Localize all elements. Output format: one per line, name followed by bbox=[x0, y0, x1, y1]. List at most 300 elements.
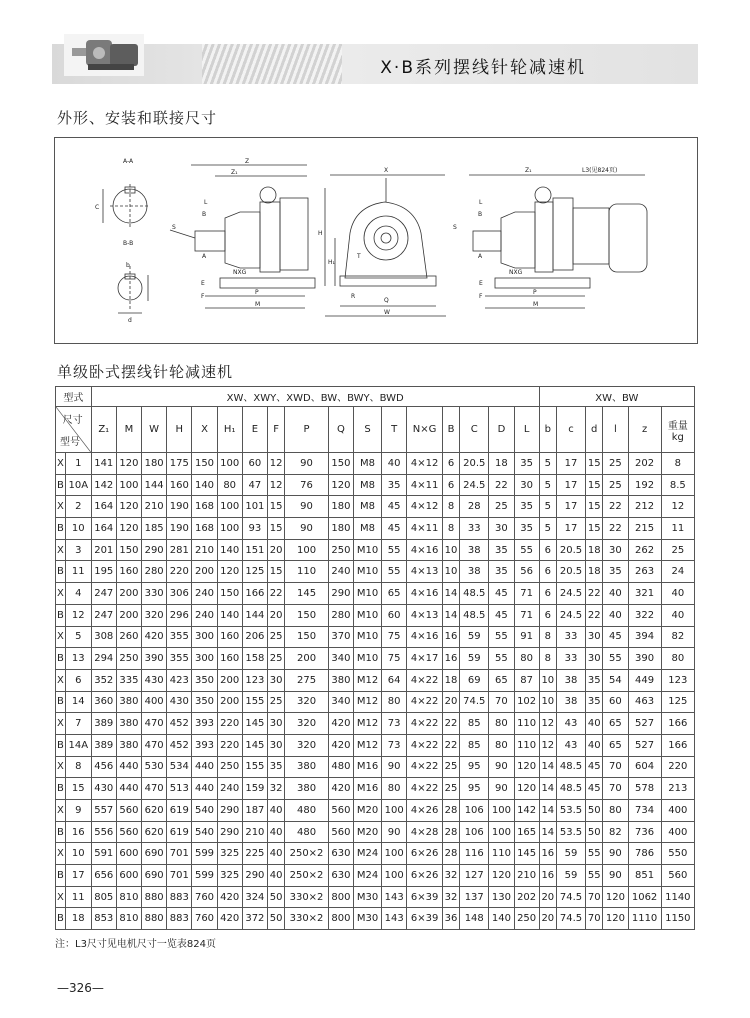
table-cell: 75 bbox=[382, 648, 407, 670]
table-row bbox=[56, 626, 695, 648]
table-cell: 180 bbox=[328, 496, 353, 518]
table-cell: 22 bbox=[603, 496, 628, 518]
label-e: E bbox=[201, 280, 205, 287]
table-cell: 40 bbox=[661, 604, 694, 626]
label-s-motor: S bbox=[453, 224, 457, 231]
label-x: X bbox=[384, 167, 389, 174]
label-bb: B-B bbox=[123, 240, 134, 247]
table-cell: 1150 bbox=[661, 908, 694, 930]
table-cell: 74.5 bbox=[460, 691, 489, 713]
table-cell: 190 bbox=[167, 518, 192, 540]
table-cell: 25 bbox=[603, 453, 628, 475]
table-cell: 4×11 bbox=[407, 474, 443, 496]
table-cell: 805 bbox=[91, 886, 116, 908]
table-cell: 53.5 bbox=[556, 800, 585, 822]
table-cell: 110 bbox=[514, 713, 539, 735]
table-cell: 294 bbox=[91, 648, 116, 670]
table-cell: 200 bbox=[217, 691, 242, 713]
table-cell: 20.5 bbox=[556, 539, 585, 561]
table-cell: 45 bbox=[586, 778, 603, 800]
table-cell: 560 bbox=[328, 800, 353, 822]
table-cell: 560 bbox=[661, 865, 694, 887]
header-model: 型号 bbox=[60, 437, 80, 448]
table-cell: 4×22 bbox=[407, 669, 443, 691]
table-cell: 192 bbox=[628, 474, 661, 496]
table-cell: 22 bbox=[586, 583, 603, 605]
table-cell: 25 bbox=[603, 474, 628, 496]
table-cell: 40 bbox=[267, 843, 284, 865]
table-cell: 591 bbox=[91, 843, 116, 865]
table-cell: 33 bbox=[556, 648, 585, 670]
table-cell: M24 bbox=[354, 843, 382, 865]
view3-labels bbox=[318, 167, 390, 316]
table-cell: 59 bbox=[556, 843, 585, 865]
table-cell: 10 bbox=[65, 843, 91, 865]
table-cell: 6×26 bbox=[407, 865, 443, 887]
table-cell: 22 bbox=[442, 713, 459, 735]
table-cell: 24.5 bbox=[556, 583, 585, 605]
table-cell: 853 bbox=[91, 908, 116, 930]
table-cell: 69 bbox=[460, 669, 489, 691]
table-cell: 560 bbox=[116, 821, 141, 843]
table-cell: 810 bbox=[116, 908, 141, 930]
table-cell: M10 bbox=[354, 561, 382, 583]
table-cell: X bbox=[56, 539, 66, 561]
table-cell: 320 bbox=[285, 713, 329, 735]
table-cell: 390 bbox=[142, 648, 167, 670]
table-cell: 140 bbox=[217, 604, 242, 626]
table-cell: 48.5 bbox=[460, 583, 489, 605]
table-cell: 125 bbox=[661, 691, 694, 713]
table-cell: 240 bbox=[217, 778, 242, 800]
table-cell: 300 bbox=[192, 648, 217, 670]
table-cell: 320 bbox=[285, 691, 329, 713]
table-cell: 630 bbox=[328, 843, 353, 865]
table-cell: M8 bbox=[354, 474, 382, 496]
table-cell: 11 bbox=[65, 561, 91, 583]
column-header: H₁ bbox=[217, 407, 242, 453]
table-cell: 8 bbox=[442, 496, 459, 518]
table-cell: 6 bbox=[539, 539, 556, 561]
table-cell: 45 bbox=[586, 756, 603, 778]
table-cell: 185 bbox=[142, 518, 167, 540]
table-cell: 35 bbox=[514, 496, 539, 518]
table-cell: 393 bbox=[192, 734, 217, 756]
table-cell: M12 bbox=[354, 691, 382, 713]
label-z1-motor: Z₁ bbox=[525, 167, 532, 174]
table-cell: 120 bbox=[116, 518, 141, 540]
table-cell: 240 bbox=[192, 604, 217, 626]
table-cell: 43 bbox=[556, 713, 585, 735]
table-cell: 120 bbox=[217, 561, 242, 583]
table-cell: 110 bbox=[514, 734, 539, 756]
table-cell: 6 bbox=[65, 669, 91, 691]
table-cell: 4×17 bbox=[407, 648, 443, 670]
table-cell: 110 bbox=[285, 561, 329, 583]
table-cell: 220 bbox=[217, 713, 242, 735]
table-cell: 786 bbox=[628, 843, 661, 865]
table-cell: 11 bbox=[65, 886, 91, 908]
table-row bbox=[56, 518, 695, 540]
table-cell: 4×22 bbox=[407, 734, 443, 756]
table-cell: 90 bbox=[382, 821, 407, 843]
table-header-row-1 bbox=[56, 387, 695, 407]
table-cell: 35 bbox=[489, 561, 514, 583]
table-cell: M20 bbox=[354, 821, 382, 843]
table-row bbox=[56, 561, 695, 583]
table-cell: 32 bbox=[442, 865, 459, 887]
label-p-motor: P bbox=[533, 289, 537, 296]
table-cell: 880 bbox=[142, 908, 167, 930]
table-cell: 212 bbox=[628, 496, 661, 518]
table-cell: 17 bbox=[65, 865, 91, 887]
table-cell: 33 bbox=[556, 626, 585, 648]
table-cell: 262 bbox=[628, 539, 661, 561]
table-cell: 810 bbox=[116, 886, 141, 908]
table-cell: 281 bbox=[167, 539, 192, 561]
table-cell: 6 bbox=[539, 583, 556, 605]
table-cell: 883 bbox=[167, 886, 192, 908]
label-t: T bbox=[357, 253, 361, 260]
table-cell: 420 bbox=[328, 713, 353, 735]
table-cell: 430 bbox=[142, 669, 167, 691]
table-cell: 324 bbox=[242, 886, 267, 908]
table-cell: 120 bbox=[116, 453, 141, 475]
table-cell: M24 bbox=[354, 865, 382, 887]
table-cell: 155 bbox=[242, 756, 267, 778]
table-cell: 420 bbox=[217, 886, 242, 908]
label-m-motor: M bbox=[533, 301, 539, 308]
table-cell: 470 bbox=[142, 734, 167, 756]
table-cell: 200 bbox=[116, 583, 141, 605]
table-row bbox=[56, 821, 695, 843]
table-cell: 85 bbox=[460, 713, 489, 735]
page-title: X·B系列摆线针轮减速机 bbox=[380, 58, 586, 78]
table-cell: 59 bbox=[460, 648, 489, 670]
table-cell: 15 bbox=[586, 518, 603, 540]
table-cell: 187 bbox=[242, 800, 267, 822]
table-cell: 220 bbox=[661, 756, 694, 778]
column-header: d bbox=[586, 407, 603, 453]
table-cell: 325 bbox=[217, 843, 242, 865]
table-cell: 20.5 bbox=[556, 561, 585, 583]
table-cell: 166 bbox=[242, 583, 267, 605]
table-cell: 100 bbox=[116, 474, 141, 496]
view1-labels bbox=[95, 158, 134, 324]
table-cell: 130 bbox=[489, 886, 514, 908]
table-cell: 17 bbox=[556, 518, 585, 540]
table-cell: 430 bbox=[167, 691, 192, 713]
table-cell: 5 bbox=[539, 474, 556, 496]
table-cell: 290 bbox=[242, 865, 267, 887]
table-cell: 880 bbox=[142, 886, 167, 908]
table-cell: 70 bbox=[586, 908, 603, 930]
table-cell: 144 bbox=[142, 474, 167, 496]
table-cell: 151 bbox=[242, 539, 267, 561]
table-cell: 35 bbox=[489, 539, 514, 561]
table-cell: 250×2 bbox=[285, 865, 329, 887]
table-cell: 800 bbox=[328, 908, 353, 930]
table-cell: 530 bbox=[142, 756, 167, 778]
table-cell: 22 bbox=[603, 518, 628, 540]
table-cell: 48.5 bbox=[460, 604, 489, 626]
table-cell: 106 bbox=[460, 821, 489, 843]
table-cell: B bbox=[56, 821, 66, 843]
table-cell: 290 bbox=[217, 821, 242, 843]
label-z: Z bbox=[245, 158, 250, 165]
table-cell: 75 bbox=[382, 626, 407, 648]
table-cell: 4×22 bbox=[407, 778, 443, 800]
table-cell: 851 bbox=[628, 865, 661, 887]
table-cell: M20 bbox=[354, 800, 382, 822]
table-cell: 38 bbox=[460, 561, 489, 583]
table-cell: 220 bbox=[167, 561, 192, 583]
label-q: Q bbox=[384, 297, 389, 304]
column-header: E bbox=[242, 407, 267, 453]
table-cell: 48.5 bbox=[556, 756, 585, 778]
table-cell: 250 bbox=[514, 908, 539, 930]
table-cell: 12 bbox=[539, 713, 556, 735]
table-cell: 180 bbox=[142, 453, 167, 475]
table-cell: 4×22 bbox=[407, 756, 443, 778]
table-cell: 690 bbox=[142, 843, 167, 865]
table-cell: 90 bbox=[285, 496, 329, 518]
table-row bbox=[56, 778, 695, 800]
table-cell: 380 bbox=[285, 778, 329, 800]
table-cell: 127 bbox=[460, 865, 489, 887]
table-cell: 247 bbox=[91, 583, 116, 605]
table-cell: 470 bbox=[142, 778, 167, 800]
table-cell: 35 bbox=[586, 669, 603, 691]
table-cell: 527 bbox=[628, 734, 661, 756]
table-cell: 656 bbox=[91, 865, 116, 887]
table-cell: 240 bbox=[328, 561, 353, 583]
table-cell: 390 bbox=[628, 648, 661, 670]
table-cell: 250 bbox=[328, 539, 353, 561]
table-row bbox=[56, 496, 695, 518]
table-cell: 15 bbox=[65, 778, 91, 800]
table-cell: 360 bbox=[91, 691, 116, 713]
table-cell: X bbox=[56, 669, 66, 691]
table-cell: 340 bbox=[328, 648, 353, 670]
table-cell: 6 bbox=[539, 604, 556, 626]
table-cell: 620 bbox=[142, 800, 167, 822]
table-row bbox=[56, 865, 695, 887]
column-header: W bbox=[142, 407, 167, 453]
table-cell: 40 bbox=[603, 604, 628, 626]
label-z1: Z₁ bbox=[231, 169, 238, 176]
table-cell: X bbox=[56, 800, 66, 822]
table-row bbox=[56, 539, 695, 561]
table-cell: 145 bbox=[242, 734, 267, 756]
table-cell: 370 bbox=[328, 626, 353, 648]
table-cell: 90 bbox=[382, 756, 407, 778]
table-cell: 560 bbox=[116, 800, 141, 822]
table-cell: 25 bbox=[661, 539, 694, 561]
header-stripes bbox=[202, 44, 342, 84]
spec-table-body bbox=[56, 387, 695, 930]
table-cell: X bbox=[56, 453, 66, 475]
table-cell: 340 bbox=[328, 691, 353, 713]
table-cell: B bbox=[56, 734, 66, 756]
table-cell: 330×2 bbox=[285, 908, 329, 930]
table-cell: 40 bbox=[267, 800, 284, 822]
table-cell: 60 bbox=[242, 453, 267, 475]
table-cell: 440 bbox=[116, 756, 141, 778]
table-cell: 16 bbox=[442, 626, 459, 648]
table-cell: 200 bbox=[285, 648, 329, 670]
table-cell: 12 bbox=[661, 496, 694, 518]
table-cell: 45 bbox=[489, 583, 514, 605]
table-cell: X bbox=[56, 843, 66, 865]
table-cell: 160 bbox=[217, 648, 242, 670]
label-b-motor: B bbox=[478, 211, 483, 218]
table-cell: 55 bbox=[514, 539, 539, 561]
table-cell: 102 bbox=[514, 691, 539, 713]
label-e-motor: E bbox=[479, 280, 483, 287]
table-row bbox=[56, 453, 695, 475]
table-cell: M10 bbox=[354, 539, 382, 561]
table-cell: 40 bbox=[382, 453, 407, 475]
table-cell: 14 bbox=[442, 604, 459, 626]
table-cell: 380 bbox=[116, 734, 141, 756]
table-cell: 18 bbox=[586, 539, 603, 561]
table-cell: 56 bbox=[514, 561, 539, 583]
table-cell: 166 bbox=[661, 734, 694, 756]
view2-labels bbox=[172, 158, 260, 308]
table-header-row-2 bbox=[56, 407, 695, 453]
table-cell: 320 bbox=[285, 734, 329, 756]
table-cell: M8 bbox=[354, 496, 382, 518]
table-cell: 55 bbox=[489, 648, 514, 670]
table-cell: 380 bbox=[285, 756, 329, 778]
table-cell: 690 bbox=[142, 865, 167, 887]
table-cell: 50 bbox=[586, 800, 603, 822]
table-cell: 604 bbox=[628, 756, 661, 778]
column-header: l bbox=[603, 407, 628, 453]
label-l: L bbox=[204, 199, 208, 206]
table-cell: 59 bbox=[556, 865, 585, 887]
column-header: C bbox=[460, 407, 489, 453]
header-size: 尺寸 bbox=[62, 415, 83, 426]
table-cell: 5 bbox=[539, 496, 556, 518]
table-cell: 106 bbox=[460, 800, 489, 822]
table-cell: 5 bbox=[65, 626, 91, 648]
table-cell: 150 bbox=[217, 583, 242, 605]
table-cell: 14 bbox=[539, 821, 556, 843]
table-cell: 116 bbox=[460, 843, 489, 865]
table-cell: 60 bbox=[382, 604, 407, 626]
table-cell: 50 bbox=[267, 908, 284, 930]
table-cell: 6 bbox=[442, 453, 459, 475]
table-cell: 40 bbox=[586, 713, 603, 735]
table-cell: 13 bbox=[65, 648, 91, 670]
table-cell: M30 bbox=[354, 908, 382, 930]
table-row bbox=[56, 713, 695, 735]
table-cell: 123 bbox=[661, 669, 694, 691]
table-cell: 14A bbox=[65, 734, 91, 756]
table-cell: 619 bbox=[167, 821, 192, 843]
table-cell: 6×26 bbox=[407, 843, 443, 865]
table-cell: 20 bbox=[267, 539, 284, 561]
table-cell: 90 bbox=[489, 778, 514, 800]
label-h1: H₁ bbox=[328, 259, 335, 266]
table-cell: 30 bbox=[489, 518, 514, 540]
table-cell: 202 bbox=[628, 453, 661, 475]
table-cell: X bbox=[56, 626, 66, 648]
table-cell: 355 bbox=[167, 626, 192, 648]
page-number: —326— bbox=[57, 981, 104, 995]
table-cell: 350 bbox=[192, 669, 217, 691]
table-cell: B bbox=[56, 908, 66, 930]
label-l-motor: L bbox=[479, 199, 483, 206]
table-cell: 250×2 bbox=[285, 843, 329, 865]
table-cell: M30 bbox=[354, 886, 382, 908]
table-cell: 45 bbox=[382, 496, 407, 518]
table-cell: 195 bbox=[91, 561, 116, 583]
table-cell: 4×11 bbox=[407, 518, 443, 540]
table-cell: 734 bbox=[628, 800, 661, 822]
table-cell: 120 bbox=[514, 778, 539, 800]
table-cell: 10A bbox=[65, 474, 91, 496]
table-cell: 213 bbox=[661, 778, 694, 800]
table-cell: 4×28 bbox=[407, 821, 443, 843]
table-cell: 3 bbox=[65, 539, 91, 561]
label-a: A bbox=[202, 253, 207, 260]
table-cell: 30 bbox=[603, 539, 628, 561]
column-header: Q bbox=[328, 407, 353, 453]
table-cell: 110 bbox=[489, 843, 514, 865]
table-cell: 534 bbox=[167, 756, 192, 778]
table-cell: 30 bbox=[586, 626, 603, 648]
table-cell: 452 bbox=[167, 734, 192, 756]
motor-side-view bbox=[469, 175, 647, 308]
table-cell: 95 bbox=[460, 778, 489, 800]
table-cell: 4×22 bbox=[407, 713, 443, 735]
table-cell: 100 bbox=[217, 518, 242, 540]
table-cell: 20 bbox=[539, 908, 556, 930]
table-cell: 9 bbox=[65, 800, 91, 822]
table-cell: 599 bbox=[192, 843, 217, 865]
table-cell: 210 bbox=[142, 496, 167, 518]
table-cell: 24.5 bbox=[460, 474, 489, 496]
table-cell: 247 bbox=[91, 604, 116, 626]
label-aa: A-A bbox=[123, 158, 134, 165]
table-cell: 556 bbox=[91, 821, 116, 843]
table-cell: 143 bbox=[382, 908, 407, 930]
column-header: H bbox=[167, 407, 192, 453]
table-cell: 38 bbox=[556, 669, 585, 691]
table-row bbox=[56, 648, 695, 670]
table-cell: 33 bbox=[460, 518, 489, 540]
table-cell: 389 bbox=[91, 734, 116, 756]
table-cell: 25 bbox=[267, 648, 284, 670]
table-cell: 80 bbox=[514, 648, 539, 670]
table-cell: 48.5 bbox=[556, 778, 585, 800]
table-cell: M10 bbox=[354, 604, 382, 626]
table-cell: 630 bbox=[328, 865, 353, 887]
table-cell: 38 bbox=[460, 539, 489, 561]
table-cell: 17 bbox=[556, 453, 585, 475]
section-title-table: 单级卧式摆线针轮减速机 bbox=[57, 363, 234, 381]
table-cell: 80 bbox=[603, 800, 628, 822]
table-cell: 65 bbox=[603, 713, 628, 735]
table-cell: 280 bbox=[142, 561, 167, 583]
column-header: Z₁ bbox=[91, 407, 116, 453]
table-cell: 350 bbox=[192, 691, 217, 713]
table-cell: 513 bbox=[167, 778, 192, 800]
table-cell: 440 bbox=[192, 778, 217, 800]
